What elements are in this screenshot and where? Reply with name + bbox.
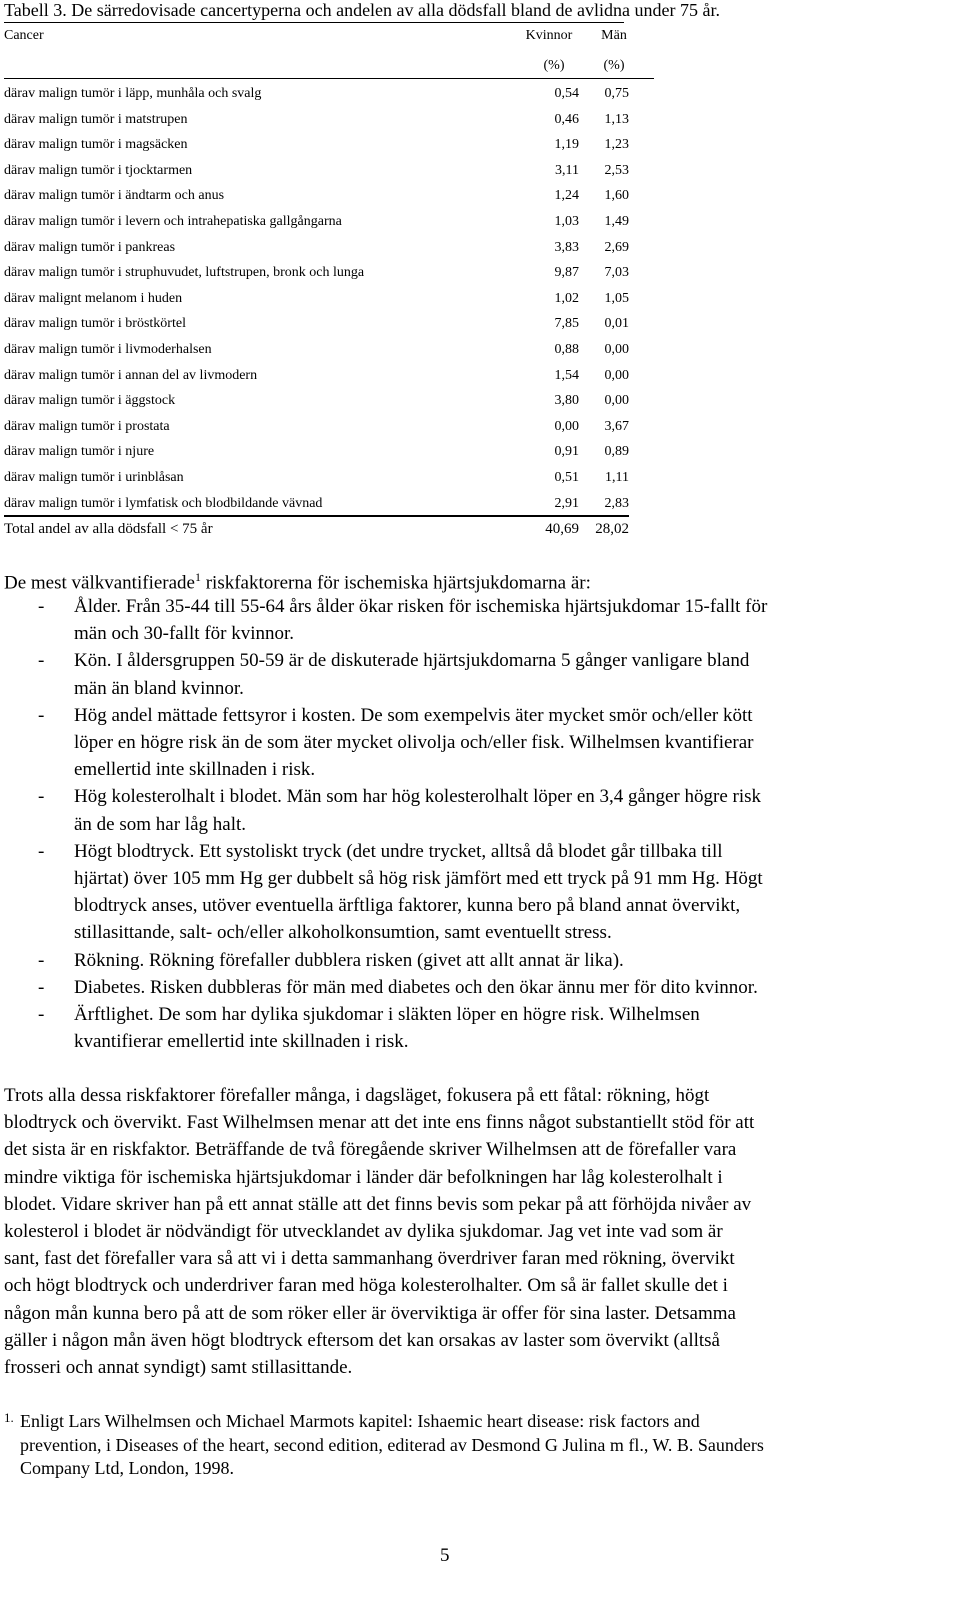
row-name: därav malign tumör i läpp, munhåla och svalg <box>4 86 262 101</box>
row-women: 3,83 <box>554 239 579 255</box>
intro-text: De mest välkvantifierade <box>4 572 195 594</box>
list-item-line: Rökning. Rökning förefaller dubblera risken (givet att allt annat är lika). <box>74 949 624 971</box>
row-name: därav malign tumör i matstrupen <box>4 111 188 127</box>
list-item-line: stillasittande, salt- och/eller alkoholkonsumtion, samt eventuellt stress. <box>74 922 612 944</box>
list-item-line: Ärftlighet. De som har dylika sjukdomar i släkten löper en högre risk. Wilhelmsen <box>74 1004 700 1026</box>
row-women: 0,88 <box>554 342 579 357</box>
list-item <box>4 838 944 947</box>
row-women: 3,80 <box>554 393 579 409</box>
row-men: 0,89 <box>604 444 629 460</box>
row-women: 1,24 <box>554 188 579 204</box>
row-name: därav malign tumör i levern och intrahepatiska gallgångarna <box>4 214 342 229</box>
list-item-line: emellertid inte skillnaden i risk. <box>74 759 316 781</box>
paragraph-line: blodtryck och övervikt. Fast Wilhelmsen menar att det inte ens finns något substantiellt stöd för att <box>4 1112 755 1134</box>
col-men-header: Män <box>601 28 627 43</box>
list-item-line: Diabetes. Risken dubbleras för män med diabetes och den ökar ännu mer för dito kvinnor. <box>74 976 758 998</box>
row-name: därav malign tumör i urinblåsan <box>4 470 184 485</box>
header-rule <box>4 78 654 79</box>
footnote-line: Enligt Lars Wilhelmsen och Michael Marmots kapitel: Ishaemic heart disease: risk factors and <box>20 1411 700 1431</box>
list-item <box>4 783 944 837</box>
table-row <box>4 366 654 386</box>
row-men: 0,00 <box>604 393 629 409</box>
row-men: 1,49 <box>604 214 629 229</box>
row-women: 0,54 <box>554 86 579 101</box>
table-row <box>4 186 654 206</box>
row-men: 2,69 <box>604 239 629 255</box>
list-item <box>4 593 944 647</box>
list-item <box>4 1001 944 1055</box>
row-women: 1,54 <box>554 367 579 383</box>
list-item <box>4 647 944 701</box>
list-item <box>4 947 944 974</box>
list-dash: - <box>38 650 45 672</box>
table-total-row <box>4 519 654 539</box>
total-rule <box>4 515 629 517</box>
row-name: därav malign tumör i ändtarm och anus <box>4 188 225 204</box>
row-men: 0,00 <box>604 367 629 383</box>
list-item-line: män och 30-fallt för kvinnor. <box>74 623 295 645</box>
row-name: därav malignt melanom i huden <box>4 290 183 306</box>
paragraph-line: sant, fast det förefaller vara så att vi i detta sammanhang överdriver faran med rökning, övervikt <box>4 1248 735 1270</box>
row-women: 1,03 <box>554 214 579 229</box>
paragraph-line: mindre viktiga för ischemiska hjärtsjukdomar i länder där befolkningen har låg kolesterolhalt i <box>4 1166 723 1188</box>
list-item-line: än de som har låg halt. <box>74 813 247 835</box>
body-paragraph <box>4 1082 944 1381</box>
paragraph-line: det sista är en riskfaktor. Beträffande de två föregående skriver Wilhelmsen att de förefaller vara <box>4 1139 737 1161</box>
total-men: 28,02 <box>595 521 629 537</box>
total-women: 40,69 <box>545 521 579 537</box>
unit-men: (%) <box>603 58 625 73</box>
list-dash: - <box>38 840 45 862</box>
list-dash: - <box>38 1004 45 1026</box>
row-men: 1,23 <box>604 137 629 153</box>
row-men: 1,11 <box>605 470 629 485</box>
table-row <box>4 391 654 411</box>
table-row <box>4 314 654 334</box>
row-name: därav malign tumör i äggstock <box>4 393 176 409</box>
table-caption: Tabell 3. De särredovisade cancertyperna och andelen av alla dödsfall bland de avlidna under 75 år. <box>4 0 720 20</box>
table-row <box>4 84 654 104</box>
intro-line <box>4 564 591 596</box>
list-item-line: löper en högre risk än de som äter mycket olivolja och/eller fisk. Wilhelmsen kvantifierar <box>74 732 754 754</box>
list-item-line: blodtryck anses, utöver eventuella ärftliga faktorer, kunna bero på bland annat övervikt, <box>74 895 741 917</box>
row-women: 1,19 <box>554 137 579 153</box>
list-dash: - <box>38 949 45 971</box>
row-name: därav malign tumör i pankreas <box>4 239 176 255</box>
row-women: 1,02 <box>554 290 579 306</box>
table-row <box>4 110 654 130</box>
footnote-ref: 1 <box>194 570 201 584</box>
list-item-line: hjärtat) över 105 mm Hg ger dubbelt så hög risk jämfört med ett tryck på 91 mm Hg. Högt <box>74 868 763 890</box>
table-row <box>4 340 654 360</box>
row-name: därav malign tumör i lymfatisk och blodbildande vävnad <box>4 495 323 511</box>
row-name: därav malign tumör i annan del av livmodern <box>4 367 258 383</box>
unit-women: (%) <box>543 58 565 73</box>
list-dash: - <box>38 786 45 808</box>
table-row <box>4 161 654 181</box>
row-men: 7,03 <box>604 265 629 281</box>
table-header <box>4 26 654 46</box>
footnote-line: prevention, i Diseases of the heart, second edition, editerad av Desmond G Julina m fl., W. B. Saunders <box>20 1434 764 1455</box>
row-women: 9,87 <box>554 265 579 281</box>
list-item-line: Ålder. Från 35-44 till 55-64 års ålder ökar risken för ischemiska hjärtsjukdomar 15-fallt för <box>74 596 768 617</box>
paragraph-line: någon mån kunna bero på att de som röker eller är överviktiga är offer för sina laster. Detsamma <box>4 1302 736 1324</box>
paragraph-line: Trots alla dessa riskfaktorer förefaller många, i dagsläget, fokusera på ett fåtal: rökning, högt <box>4 1085 710 1106</box>
row-men: 0,00 <box>604 342 629 357</box>
row-women: 3,11 <box>555 162 579 178</box>
footnote <box>4 1410 904 1481</box>
row-men: 2,83 <box>604 495 629 511</box>
row-women: 2,91 <box>554 495 579 511</box>
row-name: därav malign tumör i prostata <box>4 418 170 434</box>
list-dash: - <box>38 704 45 726</box>
row-name: därav malign tumör i struphuvudet, luftstrupen, bronk och lunga <box>4 265 365 281</box>
row-name: därav malign tumör i bröstkörtel <box>4 316 186 332</box>
footnote-line: Company Ltd, London, 1998. <box>20 1458 234 1478</box>
list-dash: - <box>38 976 45 998</box>
list-dash: - <box>38 596 45 617</box>
paragraph-line: frosseri och annat syndigt) samt stillasittande. <box>4 1357 353 1379</box>
table-row <box>4 212 654 232</box>
table-row <box>4 442 654 462</box>
table-row <box>4 417 654 437</box>
risk-factor-list <box>4 593 944 1055</box>
table-row <box>4 135 654 155</box>
row-men: 0,01 <box>604 316 629 332</box>
total-label: Total andel av alla dödsfall < 75 år <box>4 521 213 537</box>
row-women: 0,51 <box>554 470 579 485</box>
table-top-rule <box>4 22 624 23</box>
row-name: därav malign tumör i livmoderhalsen <box>4 342 212 357</box>
row-women: 0,91 <box>554 444 579 460</box>
list-item-line: Hög kolesterolhalt i blodet. Män som har hög kolesterolhalt löper en 3,4 gånger högre risk <box>74 786 762 808</box>
paragraph-line: gäller i någon mån även högt blodtryck eftersom det kan orsakas av laster som övervikt (alltså <box>4 1329 720 1351</box>
list-item-line: Hög andel mättade fettsyror i kosten. De som exempelvis äter mycket smör och/eller kött <box>74 704 753 726</box>
table-row <box>4 263 654 283</box>
col-cancer-header: Cancer <box>4 28 44 43</box>
list-item-line: Högt blodtryck. Ett systoliskt tryck (det undre trycket, alltså då blodet går tillbaka till <box>74 840 723 862</box>
paragraph-line: kolesterol i blodet är nödvändigt för utvecklandet av dylika sjukdomar. Jag vet inte vad som är <box>4 1221 723 1243</box>
page-number: 5 <box>440 1545 450 1566</box>
table-row <box>4 494 654 514</box>
list-item <box>4 974 944 1001</box>
row-name: därav malign tumör i magsäcken <box>4 137 188 153</box>
row-women: 7,85 <box>554 316 579 332</box>
footnote-mark: 1. <box>4 1410 14 1425</box>
row-men: 1,05 <box>604 290 629 306</box>
table-row <box>4 468 654 488</box>
table-unit-row <box>4 56 654 76</box>
row-women: 0,46 <box>554 111 579 127</box>
row-men: 0,75 <box>604 86 629 101</box>
paragraph-line: och högt blodtryck och underdriver faran med höga kolesterolhalter. Om så är fallet skulle det i <box>4 1275 728 1297</box>
list-item-line: Kön. I åldersgruppen 50-59 är de diskuterade hjärtsjukdomarna 5 gånger vanligare bland <box>74 650 750 672</box>
row-men: 1,60 <box>604 188 629 204</box>
paragraph-line: blodet. Vidare skriver han på ett annat ställe att det finns bevis som pekar på att förhöjda nivåer av <box>4 1193 752 1215</box>
list-item-line: män än bland kvinnor. <box>74 677 244 699</box>
row-men: 2,53 <box>604 162 629 178</box>
table-row <box>4 238 654 258</box>
list-item-line: kvantifierar emellertid inte skillnaden i risk. <box>74 1031 409 1053</box>
list-item <box>4 702 944 784</box>
row-women: 0,00 <box>554 418 579 434</box>
row-men: 1,13 <box>604 111 629 127</box>
row-men: 3,67 <box>604 418 629 434</box>
intro-rest: riskfaktorerna för ischemiska hjärtsjukdomarna är: <box>200 572 591 594</box>
row-name: därav malign tumör i njure <box>4 444 155 460</box>
row-name: därav malign tumör i tjocktarmen <box>4 162 193 178</box>
table-row <box>4 289 654 309</box>
col-women-header: Kvinnor <box>525 28 573 43</box>
